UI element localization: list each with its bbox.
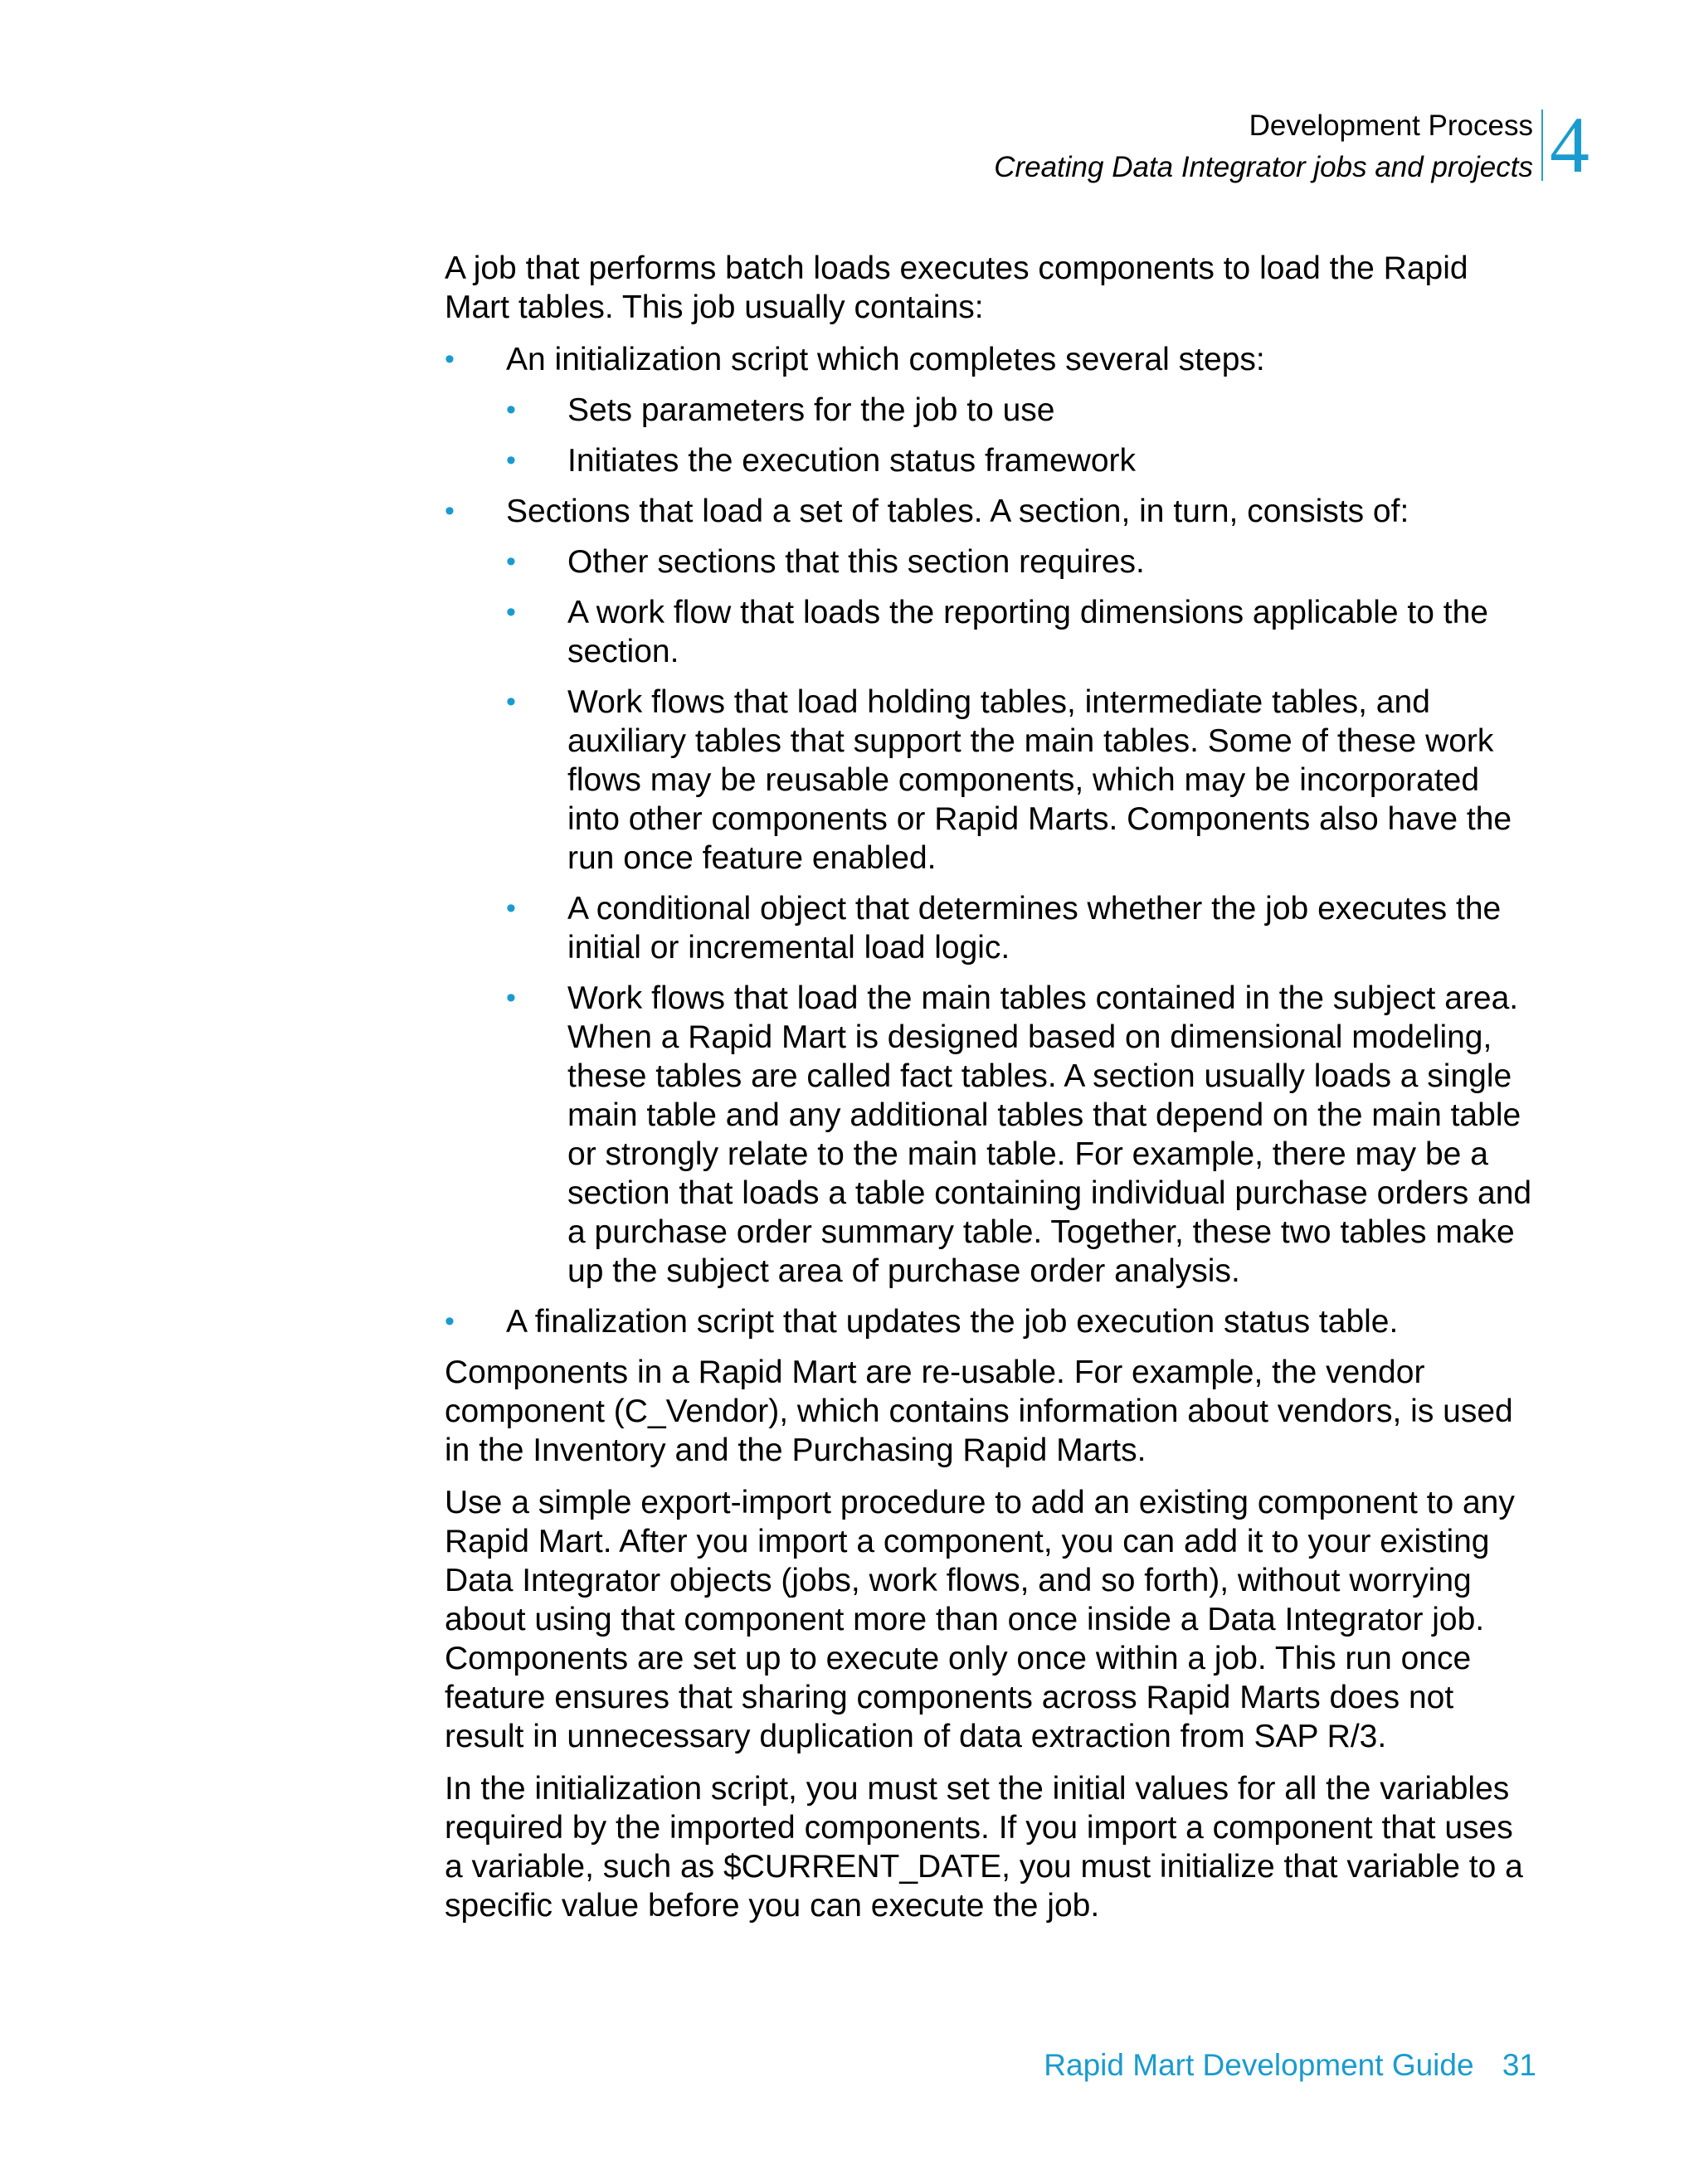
- list-item-text: A conditional object that determines whether the job executes the initial or incremental load logic.: [567, 891, 1502, 966]
- list-item: [445, 1302, 1540, 1341]
- chapter-number: 4: [1550, 100, 1589, 189]
- components-paragraph: Components in a Rapid Mart are re-usable. For example, the vendor component (C_Vendor), which contains information about vendors, is used in the Inventory and the Purchasing Rapid Marts.: [445, 1355, 1513, 1468]
- page-number: 31: [1502, 2048, 1536, 2082]
- list-item: [445, 391, 1540, 430]
- list-item: [445, 340, 1540, 379]
- bullet-icon: •: [506, 445, 516, 476]
- chapter-marker: [1541, 100, 1589, 189]
- list-item-text: Sets parameters for the job to use: [567, 392, 1055, 428]
- list-item-text: Work flows that load the main tables contained in the subject area. When a Rapid Mart is designed based on dimensional modeling, these tables are called fact tables. A section usually loads a single main table and any additional tables that depend on the main table or strongly relate to the main table. For example, there may be a section that loads a table containing individual purchase orders and a purchase order summary table. Together, these two tables make up the subject area of purchase order analysis.: [567, 980, 1532, 1289]
- list-item-text: Other sections that this section requires.: [567, 544, 1145, 580]
- list-item: [445, 593, 1540, 671]
- list-item-text: Initiates the execution status framework: [567, 443, 1136, 479]
- bullet-icon: •: [445, 1306, 455, 1337]
- initialization-paragraph: In the initialization script, you must set the initial values for all the variables required by the imported components. If you import a component that uses a variable, such as $CURRENT_DATE, you must initialize that variable to a specific value before you can execute the job.: [445, 1771, 1523, 1924]
- export-import-paragraph: Use a simple export-import procedure to add an existing component to any Rapid Mart. After you import a component, you can add it to your existing Data Integrator objects (jobs, work flows, and so forth), without worrying about using that component more than once inside a Data Integrator job. Components are set up to execute only once within a job. This run once feature ensures that sharing components across Rapid Marts does not result in unnecessary duplication of data extraction from SAP R/3.: [445, 1485, 1515, 1754]
- bullet-icon: •: [506, 686, 516, 717]
- guide-title: Rapid Mart Development Guide: [1044, 2048, 1474, 2082]
- list-item: [445, 683, 1540, 878]
- running-header: [994, 105, 1533, 187]
- bullet-icon: •: [506, 394, 516, 426]
- list-item-text: Sections that load a set of tables. A section, in turn, consists of:: [506, 494, 1409, 529]
- list-item-text: Work flows that load holding tables, intermediate tables, and auxiliary tables that support the main tables. Some of these work flows may be reusable components, which may be incorporated into other components or Rapid Marts. Components also have the run once feature enabled.: [567, 684, 1512, 876]
- bullet-icon: •: [445, 495, 455, 527]
- list-item: [445, 542, 1540, 581]
- page-footer: [1044, 2045, 1536, 2085]
- list-item: [445, 979, 1540, 1291]
- list-item-text: A finalization script that updates the job execution status table.: [506, 1304, 1399, 1340]
- bullet-icon: •: [506, 596, 516, 628]
- page-body: [445, 249, 1540, 1938]
- job-contents-list: [445, 340, 1540, 1341]
- chapter-title: Development Process: [1249, 109, 1533, 142]
- list-item: [445, 441, 1540, 480]
- bullet-icon: •: [445, 343, 455, 375]
- list-item-text: An initialization script which completes several steps:: [506, 342, 1265, 377]
- intro-paragraph: A job that performs batch loads executes components to load the Rapid Mart tables. This job usually contains:: [445, 251, 1468, 325]
- list-item: [445, 492, 1540, 531]
- list-item-text: A work flow that loads the reporting dimensions applicable to the section.: [567, 595, 1488, 669]
- bullet-icon: •: [506, 546, 516, 577]
- section-title: Creating Data Integrator jobs and projects: [994, 151, 1533, 183]
- bullet-icon: •: [506, 893, 516, 924]
- bullet-icon: •: [506, 982, 516, 1014]
- list-item: [445, 889, 1540, 967]
